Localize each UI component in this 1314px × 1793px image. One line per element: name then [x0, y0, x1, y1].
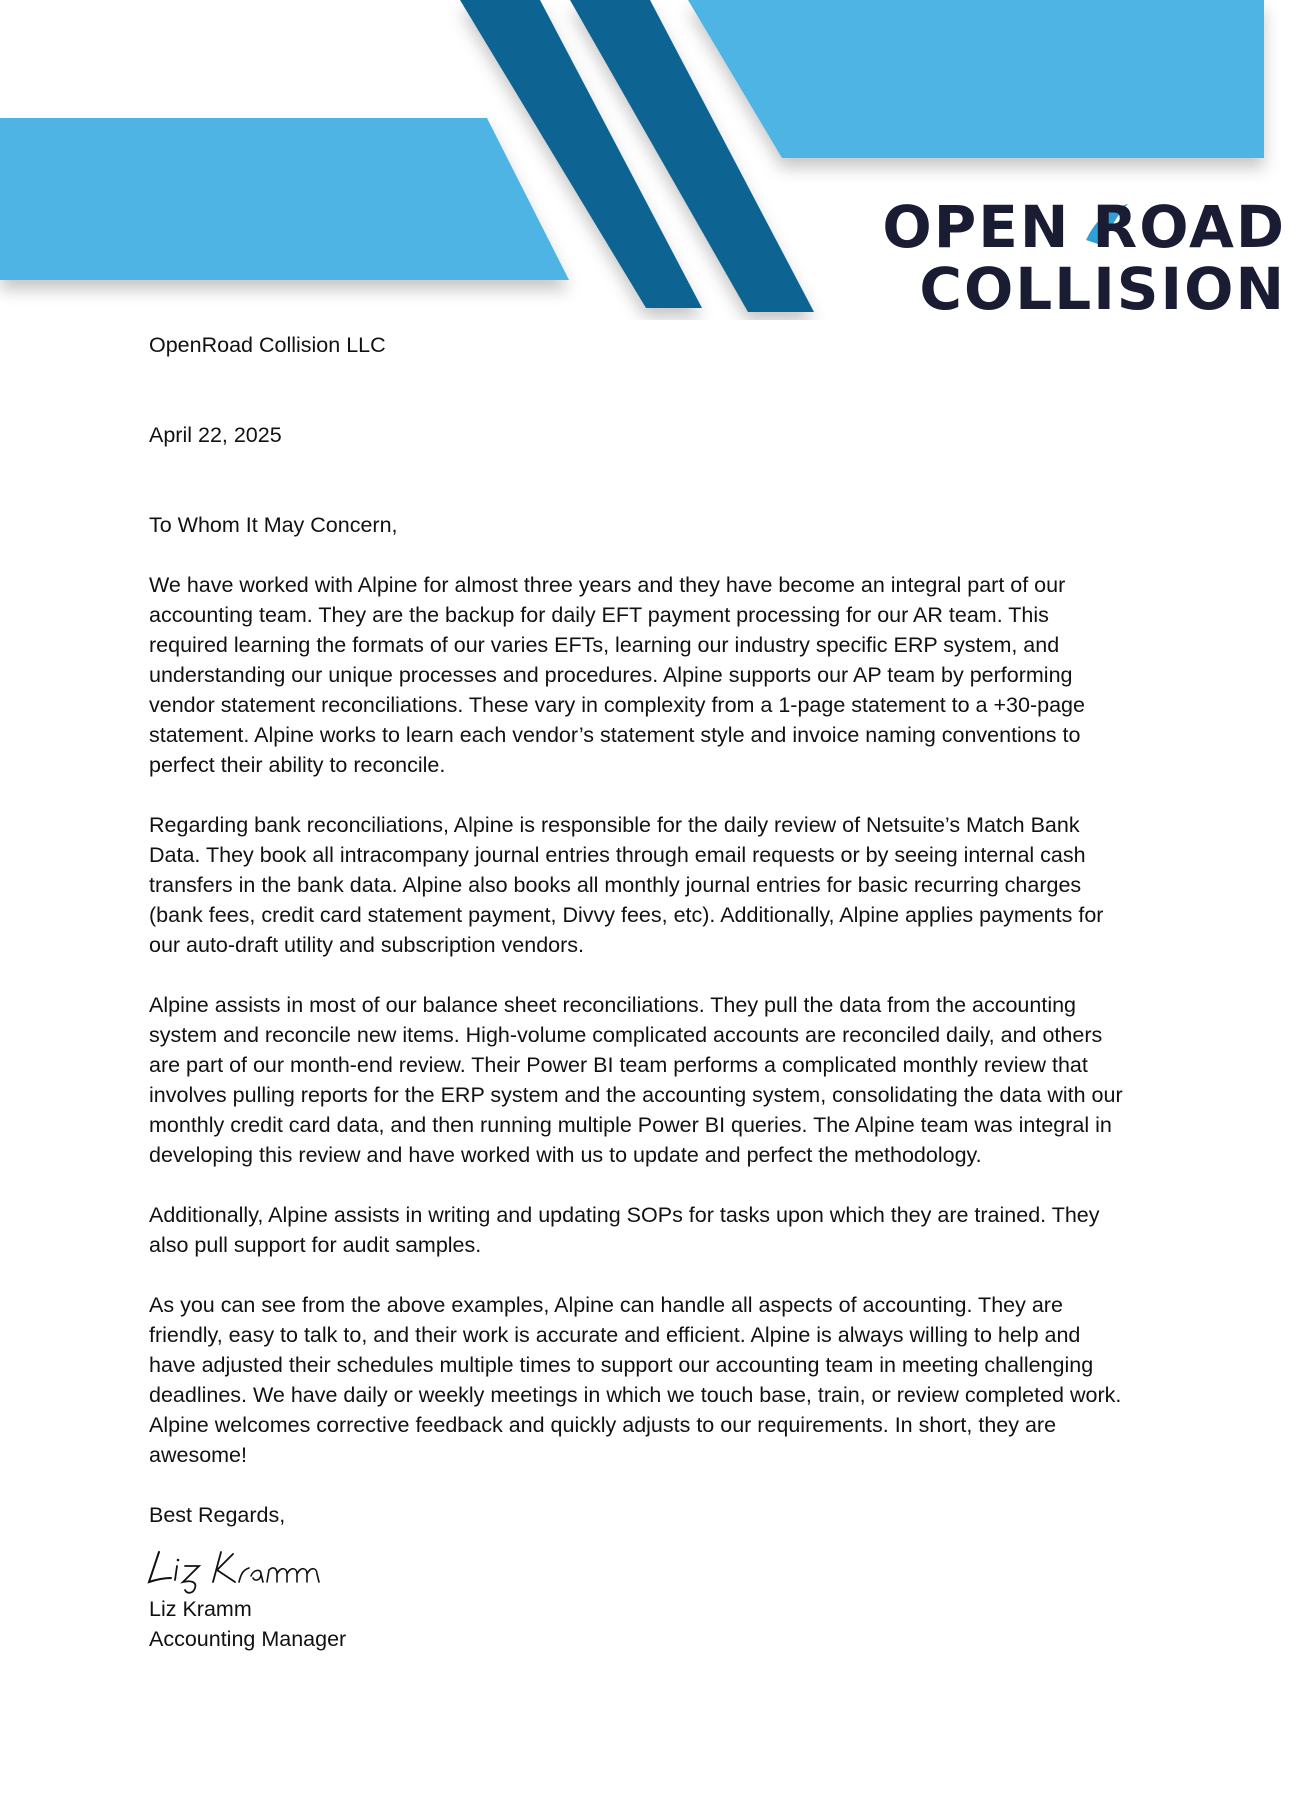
- logo-wordmark-line2: COLLISION: [919, 255, 1286, 323]
- sender-company: OpenRoad Collision LLC: [149, 333, 386, 357]
- banner-band-left: [0, 118, 569, 280]
- handwritten-signature: [145, 1538, 345, 1594]
- paragraph-1: We have worked with Alpine for almost three years and they have become an integral part of our accounting team. They are the backup for daily EFT payment processing for our AR team. This required learning the formats of our varies EFTs, learning our industry specific ERP system, and understanding our unique processes and procedures. Alpine supports our AP team by performing vendor statement reconciliations. These vary in complexity from a 1-page statement to a +30-page statement. Alpine works to learn each vendor’s statement style and invoice naming conventions to perfect their ability to reconcile.: [149, 573, 1085, 777]
- signer-title: Accounting Manager: [149, 1627, 347, 1651]
- paragraph-4: Additionally, Alpine assists in writing and updating SOPs for tasks upon which they are trained. They also pull support for audit samples.: [149, 1203, 1100, 1257]
- letterhead-banner: [0, 0, 1314, 323]
- banner-band-top-right: [688, 0, 1264, 158]
- salutation: To Whom It May Concern,: [149, 513, 398, 537]
- closing: Best Regards,: [149, 1503, 286, 1527]
- paragraph-5: As you can see from the above examples, Alpine can handle all aspects of accounting. They are friendly, easy to talk to, and their work is accurate and efficient. Alpine is always willing to help and have adjusted their schedules multiple times to support our accounting team in meeting challenging deadlines. We have daily or weekly meetings in which we touch base, train, or review completed work. Alpine welcomes corrective feedback and quickly adjusts to our requirements. In short, they are awesome!: [149, 1293, 1122, 1467]
- letter-date: April 22, 2025: [149, 423, 282, 447]
- signer-name: Liz Kramm: [149, 1597, 252, 1621]
- paragraph-2: Regarding bank reconciliations, Alpine is responsible for the daily review of Netsuite’s Match Bank Data. They book all intracompany journal entries through email requests or by seeing internal cash transfers in the bank data. Alpine also books all monthly journal entries for basic recurring charges (bank fees, credit card statement payment, Divvy fees, etc). Additionally, Alpine applies payments for our auto-draft utility and subscription vendors.: [149, 813, 1104, 957]
- logo-wordmark-line1: OPEN ROAD: [882, 193, 1286, 261]
- letter-body: [149, 330, 1129, 1654]
- paragraph-3: Alpine assists in most of our balance sheet reconciliations. They pull the data from the accounting system and reconcile new items. High-volume complicated accounts are reconciled daily, and others are part of our month-end review. Their Power BI team performs a complicated monthly review that involves pulling reports for the ERP system and the accounting system, consolidating the data with our monthly credit card data, and then running multiple Power BI queries. The Alpine team was integral in developing this review and have worked with us to update and perfect the methodology.: [149, 993, 1123, 1167]
